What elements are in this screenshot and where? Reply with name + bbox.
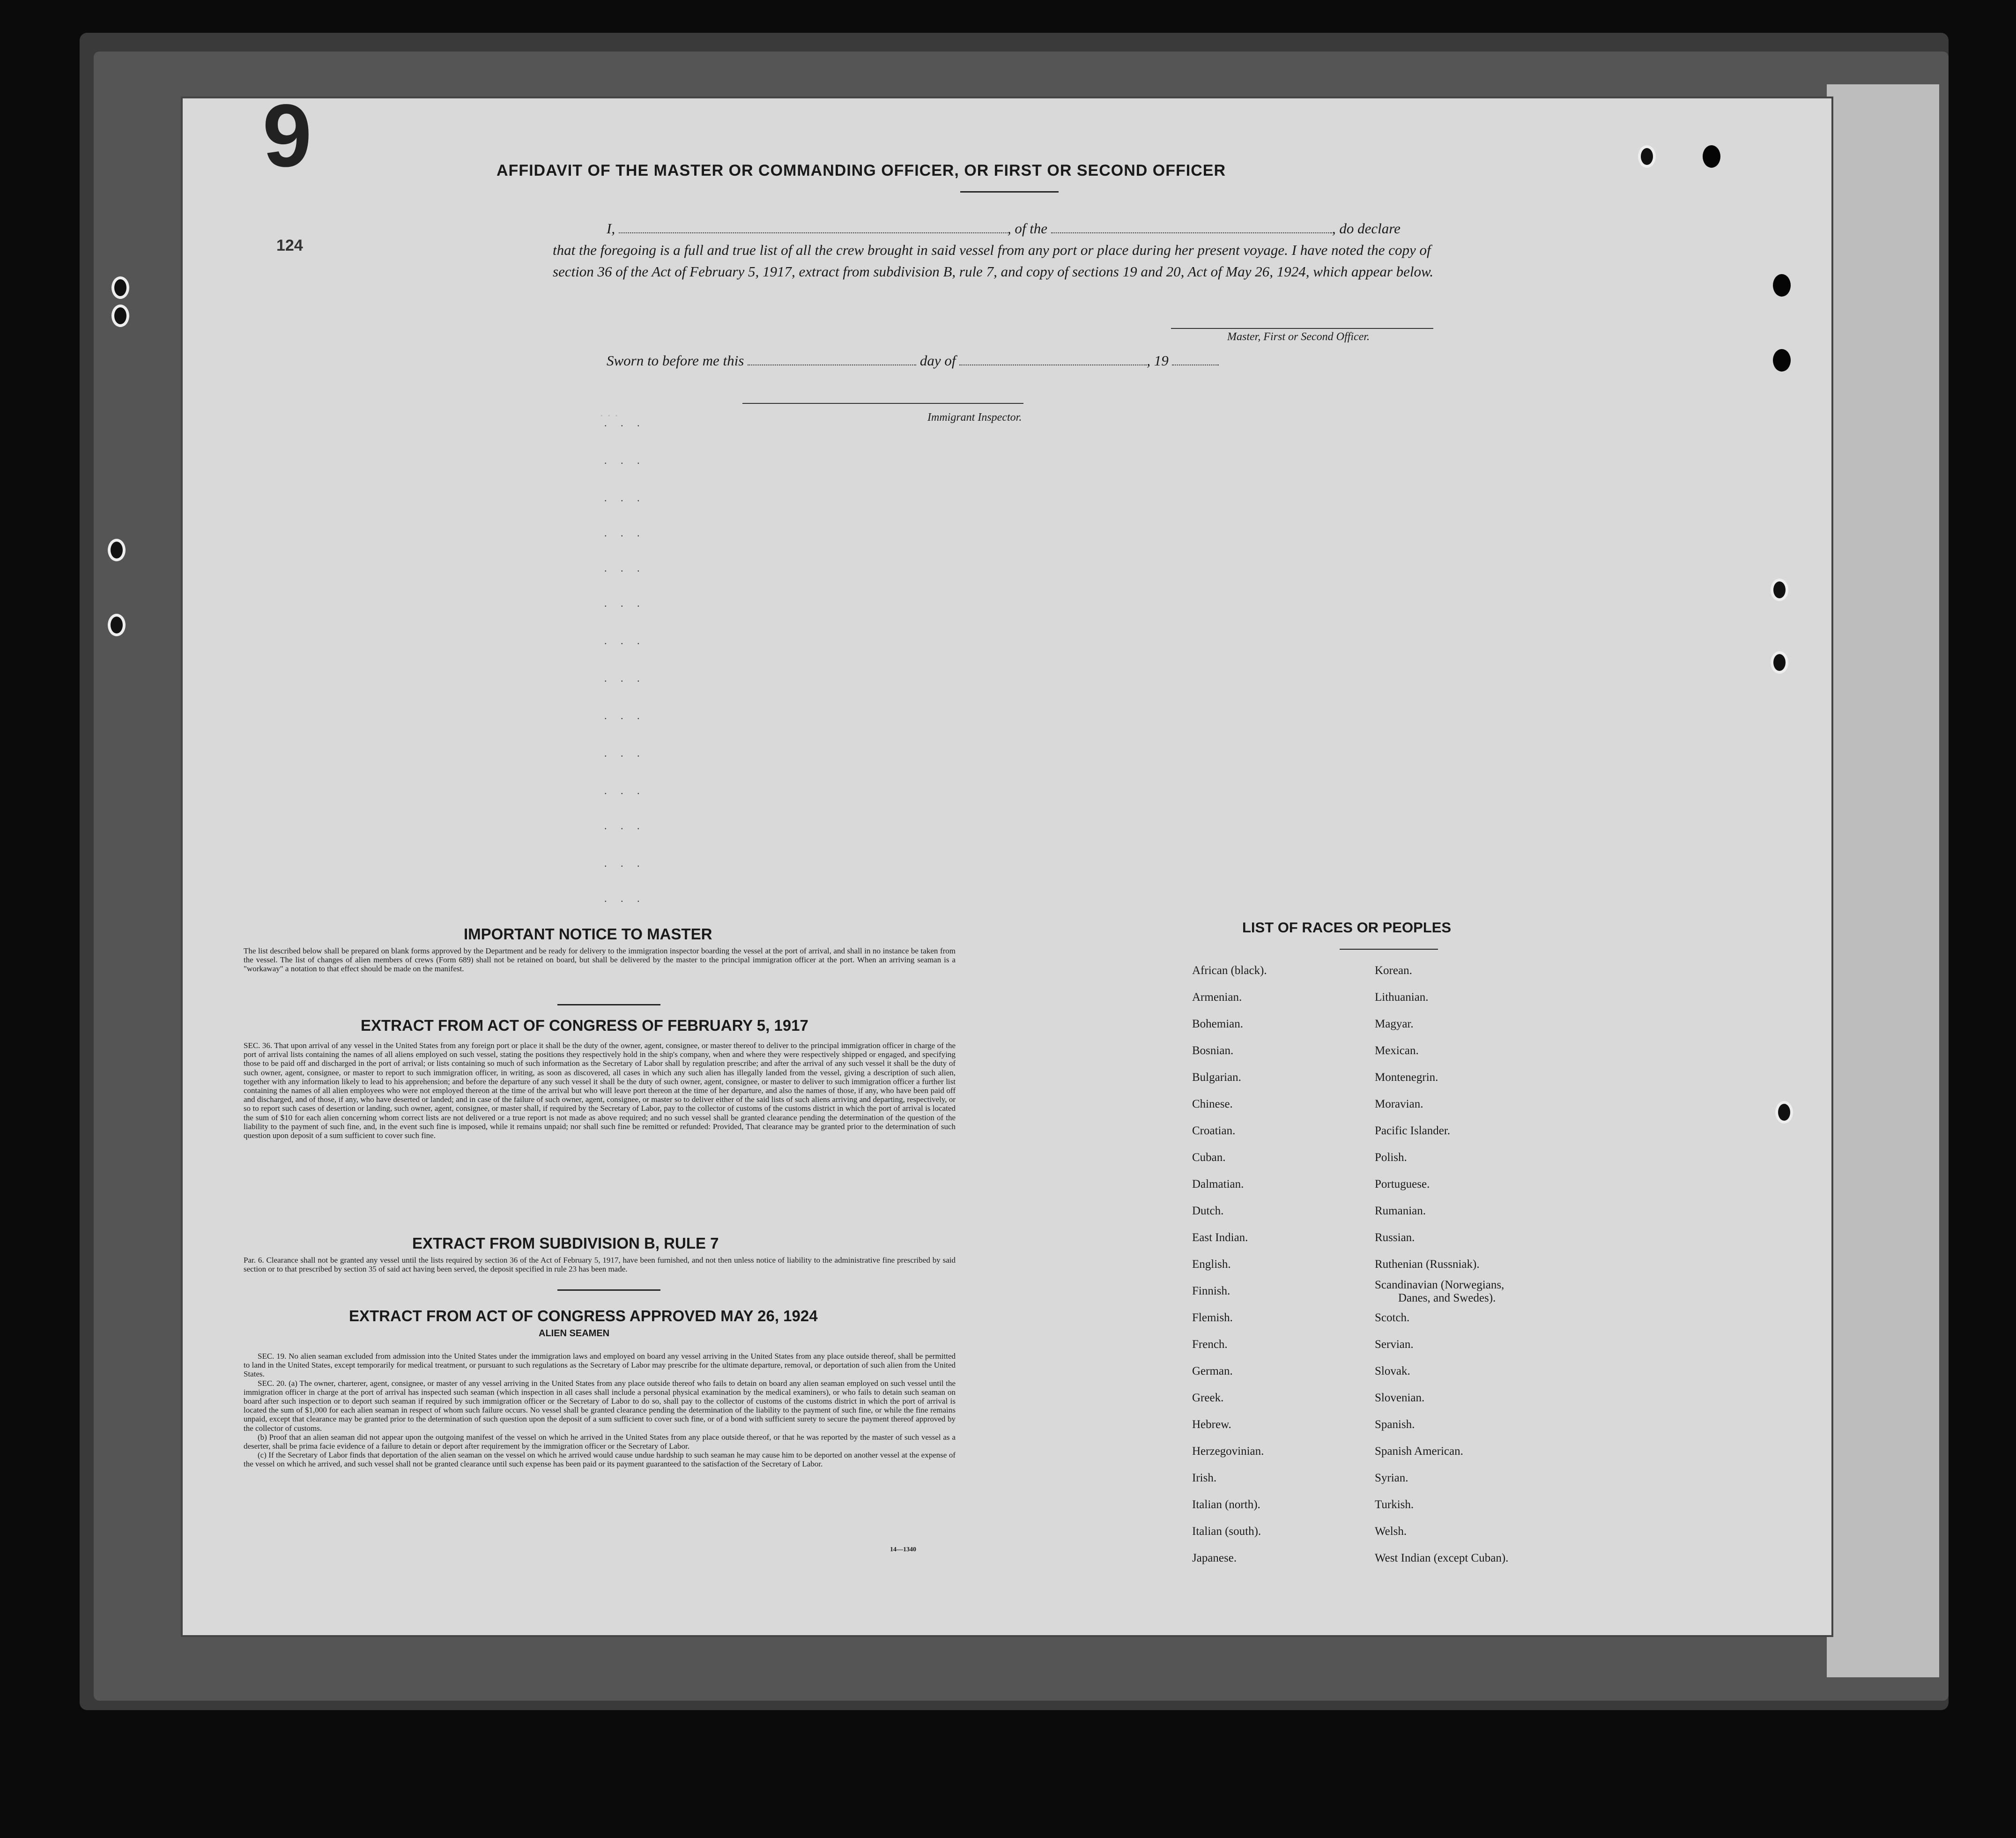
- race-right: Welsh.: [1375, 1525, 1407, 1538]
- race-left: Bosnian.: [1192, 1044, 1234, 1057]
- sworn-line: [607, 351, 1219, 369]
- race-right: Montenegrin.: [1375, 1071, 1438, 1084]
- binder-hole: [111, 305, 129, 327]
- extract-rule7-body: Par. 6. Clearance shall not be granted any vessel until the lists required by section 36 of the Act of February 5, 1917, have been furnished, and not then unless notice of liability to the administrative fine prescribed by said section or to that prescribed by section 35 of said act having been served, the deposit specified in rule 23 has been made.: [244, 1256, 956, 1274]
- vessel-name-blank[interactable]: [1051, 219, 1332, 233]
- race-left: Dutch.: [1192, 1205, 1224, 1217]
- race-right: Turkish.: [1375, 1498, 1414, 1511]
- race-left: Herzegovinian.: [1192, 1445, 1264, 1458]
- race-right: Lithuanian.: [1375, 991, 1429, 1004]
- race-right: Scotch.: [1375, 1311, 1410, 1324]
- underlying-sheet: [1827, 84, 1939, 1677]
- race-right: Moravian.: [1375, 1098, 1423, 1110]
- race-right: Slovak.: [1375, 1365, 1410, 1377]
- leader-dots: . . .: [604, 747, 645, 759]
- extract-rule7-title: EXTRACT FROM SUBDIVISION B, RULE 7: [412, 1235, 719, 1252]
- race-left: Bulgarian.: [1192, 1071, 1241, 1084]
- affidavit-body: that the foregoing is a full and true list of all the crew brought in said vessel from any port or place during her present voyage. I have noted the copy of section 36 of the Act of February 5, 1917, extract from subdivision B, rule 7, and copy of sections 19 and 20, Act of May 26, 1924, which appear below.: [553, 242, 1434, 280]
- race-left: Flemish.: [1192, 1311, 1233, 1324]
- sworn-year-blank[interactable]: [1172, 351, 1219, 365]
- race-right: Ruthenian (Russniak).: [1375, 1258, 1480, 1271]
- leader-dots: . . .: [604, 527, 645, 539]
- extract-1924-sections: [244, 1352, 956, 1469]
- divider: [960, 191, 1059, 193]
- affidavit-title: AFFIDAVIT OF THE MASTER OR COMMANDING OFFICER, OR FIRST OR SECOND OFFICER: [497, 162, 1226, 179]
- leader-dots: . . .: [604, 635, 645, 647]
- leader-dots: . . .: [604, 597, 645, 609]
- extract-1917-body: SEC. 36. That upon arrival of any vessel in the United States from any foreign port or place it shall be the duty of the owner, agent, consignee, or master thereof to deliver to the principal immigration officer in charge of the port of arrival lists containing the names of all aliens employed on such vessel, stating the positions they respectively hold in the ship's company, when and where they were respectively shipped or engaged, and specifying those to be paid off and discharged in the port of arrival; or lists containing so much of such information as the Secretary of Labor shall by regulation prescribe; and after the arrival of any such vessel it shall be the duty of such owner, agent, consignee, or master to report to such immigration officer, in writing, as soon as discovered, all cases in which any such alien has illegally landed from the vessel, giving a description of such alien, together with any information likely to lead to his apprehension; and before the departure of any such vessel it shall be the duty of such owner, agent, consignee, or master to deliver to such immigration officer a further list containing the names of all alien employees who were not employed thereon at the time of the arrival but who will leave port thereon at the time of her departure, and also the names of those, if any, who have been paid off and discharged, and of those, if any, who have deserted or landed; and in case of the failure of such owner, agent, consignee, or master so to deliver either of the said lists of such aliens arriving and departing, respectively, or so to report such cases of desertion or landing, such owner, agent, consignee, or master shall, if required by the Secretary of Labor, pay to the collector of customs of the customs district in which the port of arrival is located the sum of $10 for each alien concerning whom correct lists are not delivered or a true report is not made as above required; and no such vessel shall be granted clearance pending the determination of the question of the liability to the payment of such fine, and, in the event such fine is imposed, while it remains unpaid; nor shall such fine be remitted or refunded: Provided, That clearance may be granted prior to the determination of such question upon deposit of a sum sufficient to cover such fine.: [244, 1041, 956, 1140]
- race-left: Dalmatian.: [1192, 1178, 1244, 1191]
- section-20b: (b) Proof that an alien seaman did not appear upon the outgoing manifest of the vessel on which he arrived in the United States from any place outside thereof, or that he was reported by the master of such vessel as a deserter, shall be prima facie evidence of a failure to detain or deport after requirement by the immigration officer or the Secretary of Labor.: [244, 1432, 956, 1451]
- binder-hole: [1775, 1101, 1793, 1124]
- master-signature-label: Master, First or Second Officer.: [1227, 331, 1370, 343]
- inspector-signature-line[interactable]: [742, 403, 1023, 404]
- leader-dots: . . .: [604, 820, 645, 832]
- divider: [557, 1289, 660, 1291]
- section-20c: (c) If the Secretary of Labor finds that deportation of the alien seaman on the vessel on which he arrived would cause undue hardship to such seaman he may cause him to be deported on another vessel at the expense of the vessel on which he arrived, and such vessel shall not be granted clearance until such expense has been paid or its payment guaranteed to the satisfaction of the Secretary of Labor.: [244, 1451, 956, 1469]
- race-right: Slovenian.: [1375, 1392, 1425, 1404]
- race-left: East Indian.: [1192, 1231, 1248, 1244]
- leader-dots: . . .: [604, 417, 645, 429]
- notice-body: The list described below shall be prepared on blank forms approved by the Department and be ready for delivery to the immigration inspector boarding the vessel at the port of arrival, and shall in no instance be taken from the vessel. The list of changes of alien members of crews (Form 689) shall not be retained on board, but shall be delivered by the master to the principal immigration officer at the port. When an arriving seaman is a "workaway" a notation to that effect should be made on the manifest.: [244, 946, 956, 973]
- leader-dots: . . .: [604, 785, 645, 796]
- divider: [557, 1004, 660, 1005]
- binder-hole: [1771, 579, 1788, 601]
- race-right: Syrian.: [1375, 1472, 1408, 1484]
- binder-hole: [1773, 274, 1791, 297]
- race-right: Pacific Islander.: [1375, 1124, 1451, 1137]
- race-left: African (black).: [1192, 964, 1267, 977]
- binder-hole: [1773, 349, 1791, 372]
- race-left: English.: [1192, 1258, 1231, 1271]
- race-left: Italian (north).: [1192, 1498, 1260, 1511]
- race-left: Armenian.: [1192, 991, 1242, 1004]
- affidavit-declare: , do declare: [1332, 220, 1401, 237]
- extract-1924-title: EXTRACT FROM ACT OF CONGRESS APPROVED MAY 26, 1924: [349, 1307, 818, 1325]
- sworn-month-blank[interactable]: [959, 351, 1147, 365]
- leader-dots: . . .: [604, 492, 645, 504]
- race-right: Mexican.: [1375, 1044, 1419, 1057]
- races-title: LIST OF RACES OR PEOPLES: [1242, 919, 1452, 936]
- sworn-label: Sworn to before me this: [607, 352, 744, 369]
- affidavit-of-the: , of the: [1007, 220, 1048, 237]
- affidavit-text: [553, 218, 1461, 283]
- sworn-day-blank[interactable]: [748, 351, 916, 365]
- race-left: German.: [1192, 1365, 1233, 1377]
- race-left: Finnish.: [1192, 1285, 1230, 1297]
- leader-dots: . . .: [604, 710, 645, 722]
- race-right: Rumanian.: [1375, 1205, 1426, 1217]
- race-right: Portuguese.: [1375, 1178, 1430, 1191]
- race-left: Chinese.: [1192, 1098, 1233, 1110]
- race-right: Magyar.: [1375, 1018, 1414, 1030]
- affidavit-i: I,: [607, 220, 615, 237]
- race-right: Scandinavian (Norwegians,: [1375, 1279, 1505, 1291]
- leader-dots: . . .: [604, 857, 645, 869]
- race-left: Cuban.: [1192, 1151, 1226, 1164]
- master-name-blank[interactable]: [619, 219, 1008, 233]
- race-right: Spanish.: [1375, 1418, 1415, 1431]
- race-left: Hebrew.: [1192, 1418, 1231, 1431]
- master-signature-line[interactable]: [1171, 328, 1433, 329]
- race-right: Russian.: [1375, 1231, 1415, 1244]
- race-left: Greek.: [1192, 1392, 1224, 1404]
- leader-dots: . . .: [604, 893, 645, 904]
- leader-dots: . . .: [604, 672, 645, 684]
- bleed-through-text: · · ·: [600, 408, 619, 422]
- race-left: Japanese.: [1192, 1552, 1237, 1564]
- race-left: Irish.: [1192, 1472, 1217, 1484]
- divider: [1340, 949, 1438, 950]
- year-label: , 19: [1147, 352, 1169, 369]
- binder-hole: [1771, 651, 1788, 674]
- extract-1917-title: EXTRACT FROM ACT OF CONGRESS OF FEBRUARY 5, 1917: [361, 1017, 808, 1034]
- race-right: Polish.: [1375, 1151, 1407, 1164]
- page-number-stamp: 6: [262, 86, 312, 185]
- leader-dots: . . .: [604, 562, 645, 574]
- race-left: Bohemian.: [1192, 1018, 1244, 1030]
- binder-hole: [111, 276, 129, 299]
- race-left: Croatian.: [1192, 1124, 1236, 1137]
- day-of-label: day of: [919, 352, 956, 369]
- binder-hole: [108, 539, 126, 561]
- section-19: SEC. 19. No alien seaman excluded from admission into the United States under the immigration laws and employed on board any vessel arriving in the United States from any place outside thereof, shall be permitted to land in the United States, except temporarily for medical treatment, or pursuant to such regulations as the Secretary of Labor may prescribe for the ultimate departure, removal, or deportation of such alien from the United States.: [244, 1352, 956, 1379]
- section-20a: SEC. 20. (a) The owner, charterer, agent, consignee, or master of any vessel arriving in the United States from any place outside thereof who fails to detain on board any alien seaman employed on such vessel until the immigration officer in charge at the port of arrival has inspected such seaman (which inspection in all cases shall include a personal physical examination by the medical examiners), or who fails to detain such seaman on board after such inspection or to deport such seaman if required by such immigration officer or the Secretary of Labor to do so, shall pay to the collector of customs of the customs district in which the port of arrival is located the sum of $1,000 for each alien seaman in respect of whom such failure occurs. No vessel shall be granted clearance pending the determination of the liability to the payment of such fine, or while the fine remains unpaid, except that clearance may be granted prior to the determination of such question upon the deposit of a sum sufficient to cover such fine, or of a bond with sufficient surety to secure the payment thereof approved by the collector of customs.: [244, 1378, 956, 1433]
- race-right: Spanish American.: [1375, 1445, 1463, 1458]
- race-left: French.: [1192, 1338, 1228, 1351]
- race-right: West Indian (except Cuban).: [1375, 1552, 1509, 1564]
- race-right-continued: Danes, and Swedes).: [1398, 1292, 1496, 1304]
- alien-seamen-subtitle: ALIEN SEAMEN: [539, 1328, 610, 1339]
- binder-hole: [1638, 145, 1656, 168]
- binder-hole: [108, 614, 126, 636]
- race-left: Italian (south).: [1192, 1525, 1261, 1538]
- inspector-label: Immigrant Inspector.: [927, 411, 1022, 424]
- handwritten-number: 124: [276, 237, 303, 254]
- binder-hole: [1703, 145, 1720, 168]
- notice-title: IMPORTANT NOTICE TO MASTER: [464, 925, 712, 943]
- form-number: 14—1340: [890, 1546, 916, 1553]
- race-right: Servian.: [1375, 1338, 1414, 1351]
- leader-dots: . . .: [604, 454, 645, 466]
- race-right: Korean.: [1375, 964, 1412, 977]
